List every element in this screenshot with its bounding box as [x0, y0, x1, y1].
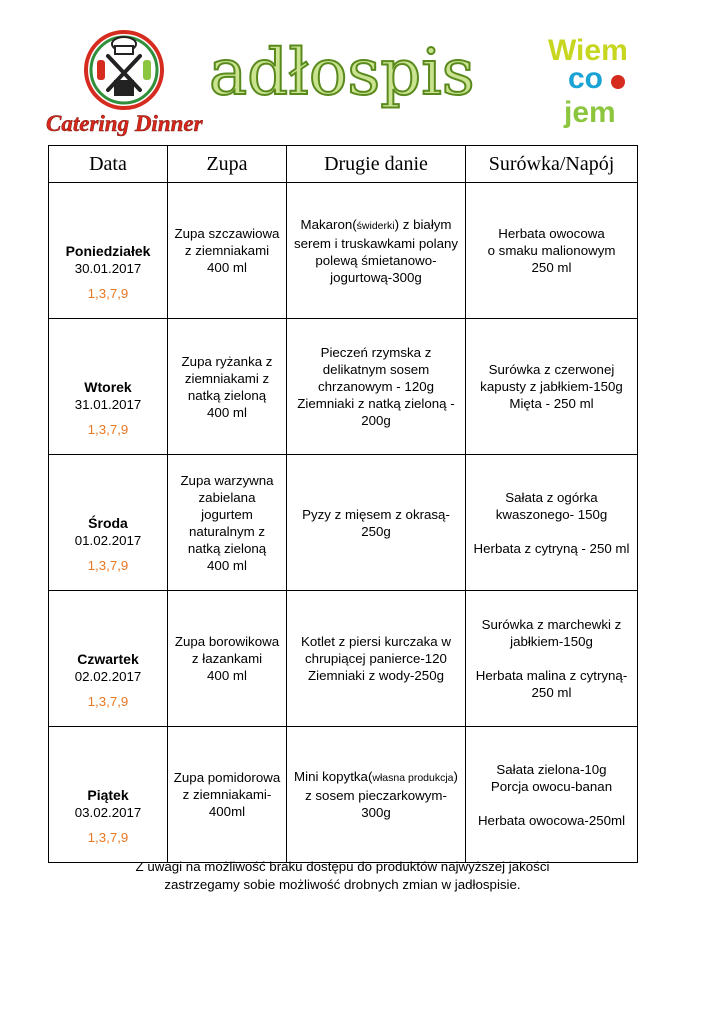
logo-word-1: Wiem — [548, 34, 628, 67]
side-line: kapusty z jabłkiem-150g — [480, 379, 623, 394]
main-line: jogurtową-300g — [330, 269, 422, 285]
side-line: Surówka z czerwonej — [488, 362, 615, 377]
soup-cell — [168, 183, 287, 319]
soup-line: z łazankami — [191, 651, 263, 666]
main-line: ) z białym — [394, 216, 452, 232]
side-line: 250 ml — [531, 260, 572, 275]
soup-cell — [168, 591, 287, 727]
day-name: Piątek — [87, 786, 129, 803]
main-line: serem i truskawkami polany — [293, 235, 459, 251]
main-line: Makaron( — [300, 216, 357, 232]
main-line: 250g — [361, 523, 391, 539]
day-cell — [49, 319, 168, 455]
soup-line: natką zieloną — [187, 540, 267, 556]
table-row — [49, 455, 638, 591]
main-line: Pieczeń rzymska z — [320, 345, 432, 360]
side-line: Porcja owocu-banan — [490, 778, 613, 794]
day-cell — [49, 591, 168, 727]
side-line: Herbata malina z cytryną- — [475, 668, 628, 683]
logo-word-2: co — [568, 62, 604, 95]
side-line: o smaku malionowym — [487, 243, 616, 258]
main-note: świderki — [356, 219, 395, 232]
main-cell — [287, 591, 466, 727]
main-line: Ziemniaki z natką zieloną - — [297, 396, 455, 411]
side-line: kwaszonego- 150g — [495, 506, 608, 522]
column-header-soup: Zupa — [168, 146, 287, 183]
soup-cell — [168, 319, 287, 455]
soup-line: 400 ml — [207, 557, 247, 573]
main-line: delikatnym sosem — [322, 362, 430, 377]
menu-title — [205, 32, 535, 112]
main-line: Ziemniaki z wody-250g — [308, 668, 444, 683]
soup-cell — [168, 455, 287, 591]
side-line: Sałata zielona-10g — [496, 761, 607, 777]
main-cell — [287, 183, 466, 319]
allergen-codes: 1,3,7,9 — [87, 286, 129, 301]
main-cell — [287, 727, 466, 863]
side-cell — [466, 591, 638, 727]
soup-line: Zupa warzywna — [180, 472, 274, 488]
side-cell — [466, 727, 638, 863]
day-date: 31.01.2017 — [74, 396, 142, 412]
logo-word-3: jem — [564, 96, 616, 129]
main-line: polewą śmietanowo- — [315, 252, 437, 268]
main-line: 200g — [361, 413, 391, 428]
side-cell — [466, 319, 638, 455]
day-date: 30.01.2017 — [74, 260, 142, 276]
table-row — [49, 727, 638, 863]
main-line: chrzanowym - 120g — [317, 379, 435, 394]
pepper-green-icon — [143, 60, 151, 80]
disclaimer-line: zastrzegamy sobie możliwość drobnych zmian w jadłospisie. — [164, 877, 521, 892]
soup-cell — [168, 727, 287, 863]
brand-text: Catering Dinner — [46, 111, 203, 136]
column-header-date: Data — [49, 146, 168, 183]
day-cell — [49, 727, 168, 863]
soup-line: ziemniakami z — [184, 370, 270, 386]
pepper-red-icon — [97, 60, 105, 80]
allergen-codes: 1,3,7,9 — [87, 422, 129, 437]
side-cell — [466, 455, 638, 591]
side-line: jabłkiem-150g — [510, 634, 593, 649]
column-header-side: Surówka/Napój — [466, 146, 638, 183]
main-line: Mini kopytka( — [294, 769, 373, 784]
soup-line: Zupa borowikowa — [174, 634, 280, 649]
main-line: Kotlet z piersi kurczaka w — [300, 634, 451, 649]
soup-line: jogurtem — [201, 506, 253, 522]
soup-line: 400 ml — [207, 260, 247, 275]
soup-line: Zupa pomidorowa — [173, 770, 281, 785]
soup-line: Zupa ryżanka z — [181, 353, 273, 369]
day-name: Środa — [88, 514, 128, 531]
day-name: Poniedziałek — [65, 242, 151, 259]
side-line: Surówka z marchewki z — [481, 617, 622, 632]
side-cell — [466, 183, 638, 319]
column-header-main: Drugie danie — [287, 146, 466, 183]
main-line: ) — [453, 769, 458, 784]
soup-line: 400 ml — [207, 668, 247, 683]
side-line: Mięta - 250 ml — [509, 396, 594, 411]
day-cell — [49, 455, 168, 591]
side-line: Sałata z ogórka — [505, 489, 598, 505]
main-line: Pyzy z mięsem z okrasą- — [302, 506, 450, 522]
day-cell — [49, 183, 168, 319]
side-line: 250 ml — [531, 685, 572, 700]
day-name: Wtorek — [84, 378, 132, 395]
soup-line: naturalnym z — [188, 523, 266, 539]
day-date: 02.02.2017 — [74, 668, 142, 684]
main-note: własna produkcja — [372, 772, 454, 784]
soup-line: 400ml — [208, 804, 246, 819]
allergen-codes: 1,3,7,9 — [87, 830, 129, 845]
chef-hat-icon — [112, 37, 136, 54]
allergen-codes: 1,3,7,9 — [87, 558, 129, 573]
title-text: adłospis — [209, 36, 475, 110]
wiem-co-jem-logo — [546, 30, 636, 130]
soup-line: z ziemniakami- — [182, 787, 272, 802]
table-row — [49, 319, 638, 455]
main-cell — [287, 455, 466, 591]
pot-icon — [114, 80, 134, 96]
side-line: Herbata z cytryną - 250 ml — [473, 540, 630, 556]
main-cell — [287, 319, 466, 455]
side-line: Herbata owocowa — [498, 226, 605, 241]
soup-line: natką zieloną — [187, 387, 267, 403]
apple-icon — [611, 75, 625, 89]
menu-table — [48, 145, 638, 863]
main-line: chrupiącej panierce-120 — [305, 651, 447, 666]
soup-line: z ziemniakami — [184, 243, 270, 258]
table-row — [49, 591, 638, 727]
side-line: Herbata owocowa-250ml — [477, 812, 626, 828]
day-date: 01.02.2017 — [74, 532, 142, 548]
table-row — [49, 183, 638, 319]
disclaimer-line: Z uwagi na możliwość braku dostępu do produktów najwyższej jakości — [135, 859, 550, 874]
catering-dinner-logo — [44, 30, 214, 140]
main-line: z sosem pieczarkowym-300g — [305, 788, 447, 820]
allergen-codes: 1,3,7,9 — [87, 694, 129, 709]
day-date: 03.02.2017 — [74, 804, 142, 820]
soup-line: 400 ml — [207, 404, 247, 420]
day-name: Czwartek — [77, 650, 139, 667]
table-header-row — [49, 146, 638, 183]
soup-line: zabielana — [198, 489, 256, 505]
disclaimer — [48, 858, 637, 894]
soup-line: Zupa szczawiowa — [174, 226, 280, 241]
